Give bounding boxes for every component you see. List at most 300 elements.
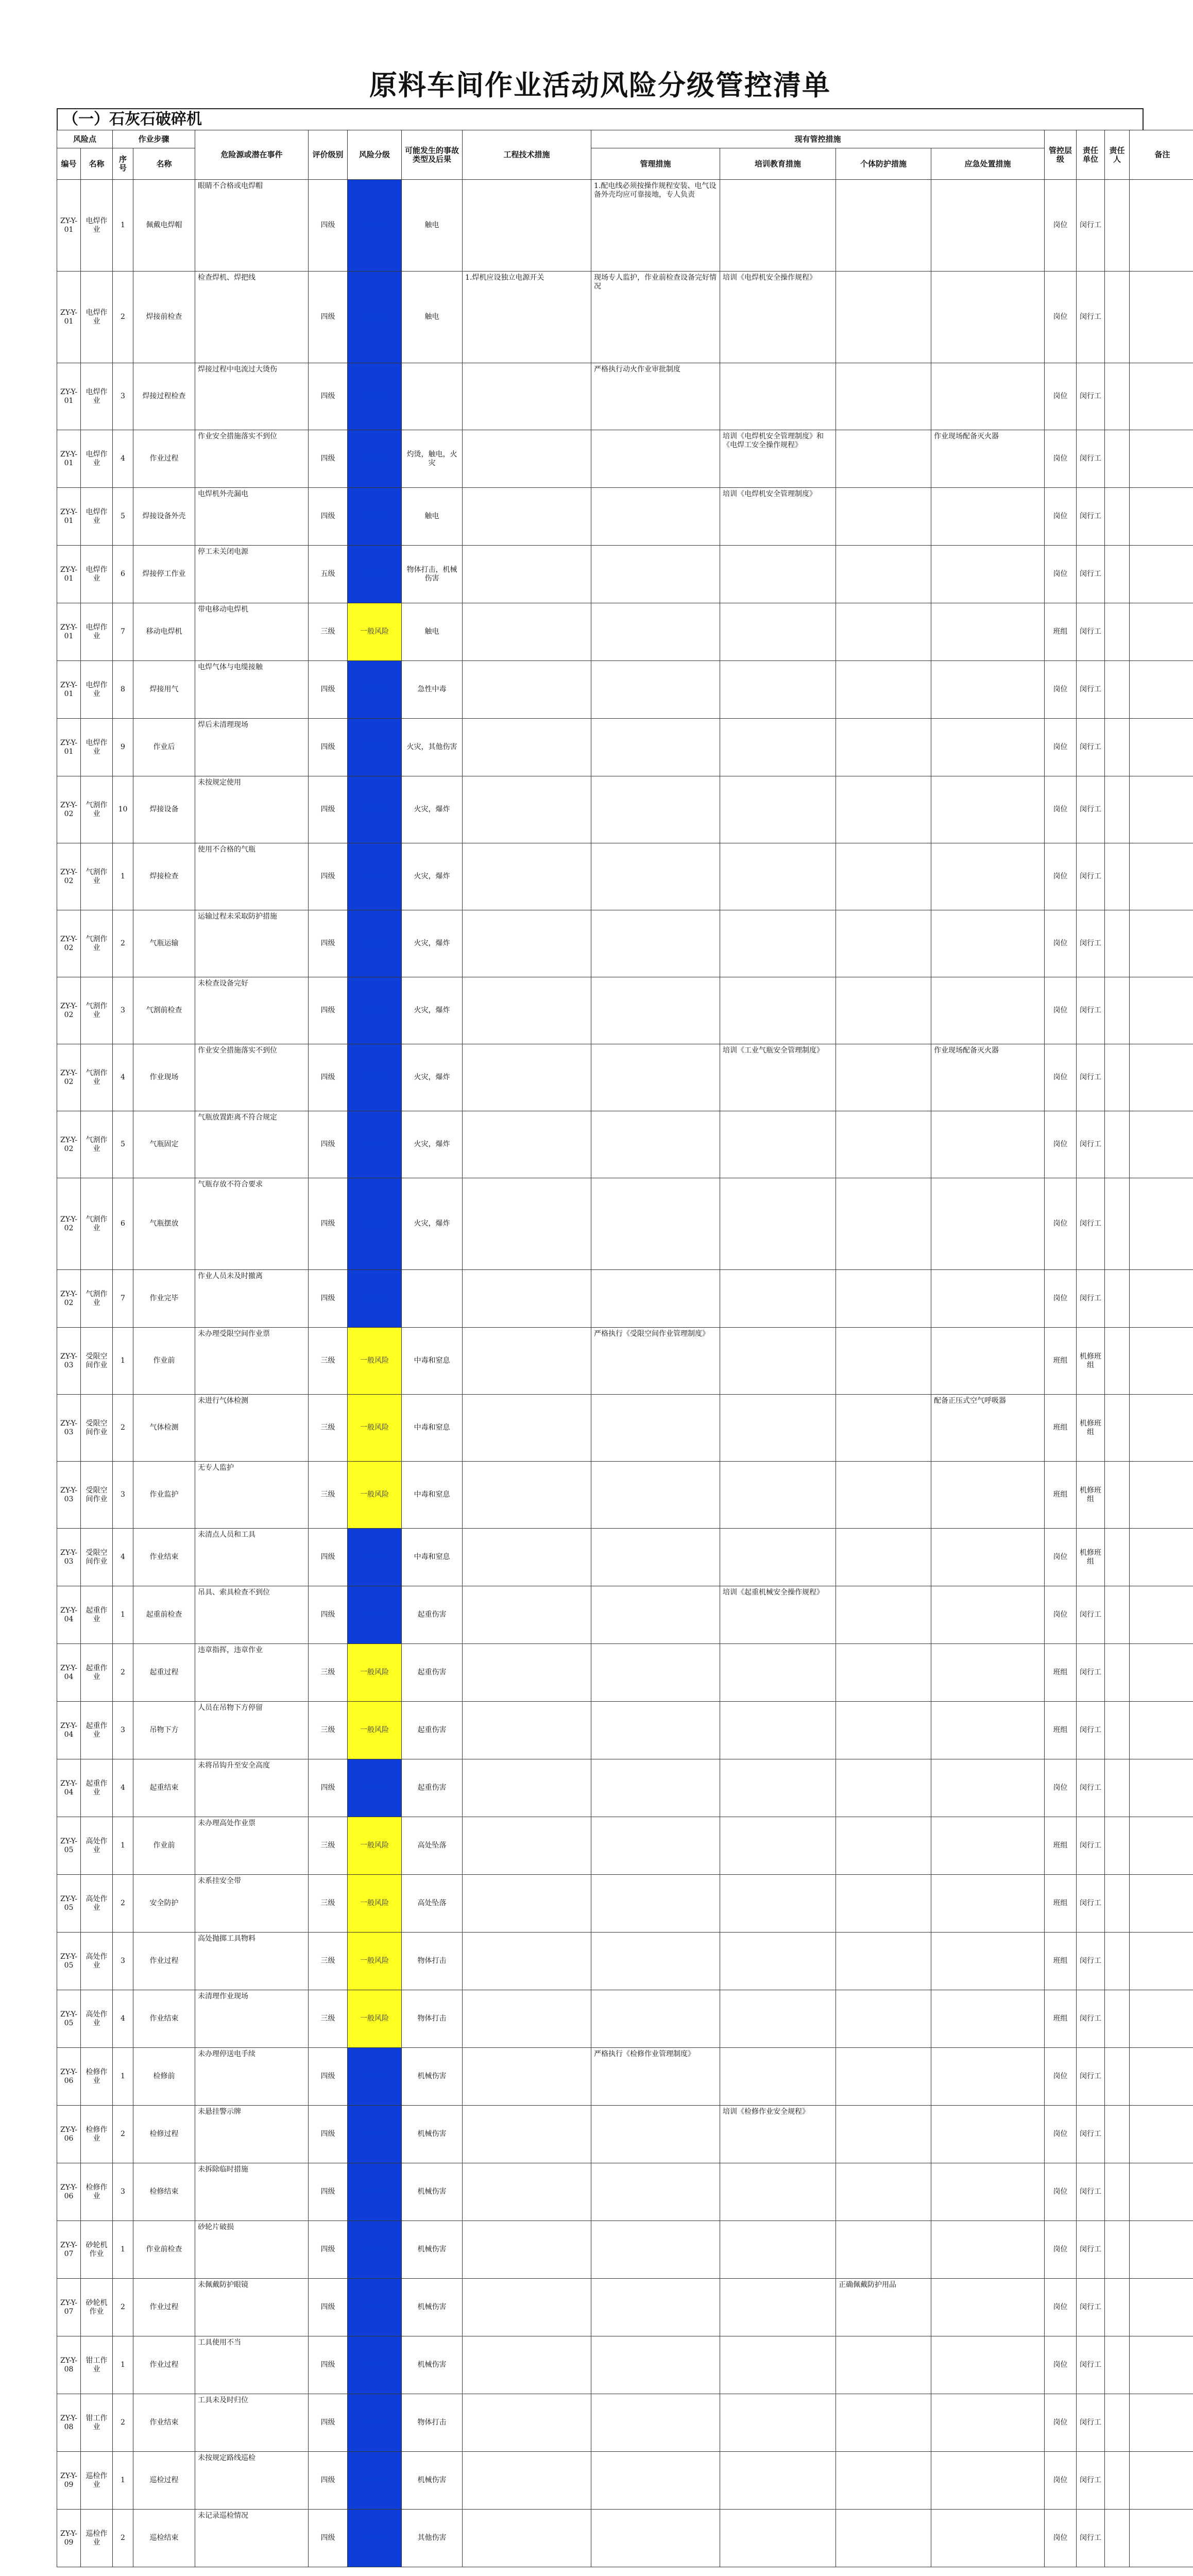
accident-type: 物体打击，机械伤害: [402, 546, 463, 603]
step-seq: 4: [113, 1044, 133, 1111]
accident-type: 灼烫，触电，火灾: [402, 430, 463, 488]
accident-type: 触电: [402, 272, 463, 363]
step-seq: 1: [113, 1817, 133, 1875]
remark: [1130, 2279, 1193, 2336]
ppe-measure: [836, 2221, 931, 2279]
responsible-person: [1105, 430, 1130, 488]
training-measure: [720, 1270, 836, 1328]
step-seq: 4: [113, 1990, 133, 2048]
remark: [1130, 363, 1193, 430]
responsible-unit: 闵行工: [1077, 2452, 1105, 2510]
step-seq: 3: [113, 977, 133, 1044]
table-row: [57, 776, 1193, 843]
responsible-person: [1105, 977, 1130, 1044]
accident-type: 起重伤害: [402, 1586, 463, 1644]
step-seq: 7: [113, 1270, 133, 1328]
table-row: [57, 843, 1193, 910]
training-measure: [720, 1178, 836, 1270]
emergency-measure: [931, 2394, 1045, 2452]
eval-level: 三级: [309, 603, 348, 661]
responsible-unit: 闵行工: [1077, 2510, 1105, 2567]
management-measure: [591, 1875, 720, 1933]
accident-type: 中毒和窒息: [402, 1328, 463, 1395]
responsible-unit: 闵行工: [1077, 603, 1105, 661]
remark: [1130, 1044, 1193, 1111]
eval-level: 三级: [309, 1328, 348, 1395]
control-level: 岗位: [1045, 910, 1077, 977]
table-row: [57, 603, 1193, 661]
risk-point-name: 气割作业: [81, 1178, 113, 1270]
table-row: [57, 2106, 1193, 2163]
eval-level: 四级: [309, 2336, 348, 2394]
remark: [1130, 2106, 1193, 2163]
remark: [1130, 180, 1193, 272]
step-seq: 6: [113, 1178, 133, 1270]
hazard-text: 未记录巡检情况: [195, 2510, 309, 2567]
risk-level-badge: 低风险: [348, 363, 402, 430]
management-measure: [591, 1702, 720, 1759]
responsible-unit: 闵行工: [1077, 1817, 1105, 1875]
step-seq: 1: [113, 180, 133, 272]
emergency-measure: [931, 2048, 1045, 2106]
step-name: 气割前检查: [133, 977, 195, 1044]
emergency-measure: [931, 1702, 1045, 1759]
training-measure: [720, 2048, 836, 2106]
management-measure: [591, 1111, 720, 1178]
risk-point-name: 气割作业: [81, 1111, 113, 1178]
header-emergency: 应急处置措施: [931, 148, 1045, 180]
eval-level: 三级: [309, 1817, 348, 1875]
control-level: 班组: [1045, 603, 1077, 661]
risk-level-badge: 低风险: [348, 719, 402, 776]
step-name: 巡检结束: [133, 2510, 195, 2567]
eval-level: 三级: [309, 1990, 348, 2048]
risk-level-badge: 一般风险: [348, 1462, 402, 1529]
control-level: 岗位: [1045, 2279, 1077, 2336]
hazard-text: 焊接过程中电流过大烫伤: [195, 363, 309, 430]
management-measure: [591, 1644, 720, 1702]
risk-point-name: 钳工作业: [81, 2336, 113, 2394]
remark: [1130, 1178, 1193, 1270]
risk-point-name: 电焊作业: [81, 719, 113, 776]
engineering-measure: [463, 977, 591, 1044]
hazard-text: 气瓶存放不符合要求: [195, 1178, 309, 1270]
ppe-measure: [836, 488, 931, 546]
accident-type: 机械伤害: [402, 2106, 463, 2163]
eval-level: 三级: [309, 1462, 348, 1529]
remark: [1130, 2452, 1193, 2510]
engineering-measure: [463, 1644, 591, 1702]
table-row: [57, 719, 1193, 776]
responsible-unit: 闵行工: [1077, 2048, 1105, 2106]
responsible-unit: 闵行工: [1077, 843, 1105, 910]
training-measure: [720, 719, 836, 776]
control-level: 岗位: [1045, 1529, 1077, 1586]
accident-type: 高处坠落: [402, 1817, 463, 1875]
risk-point-no: ZY-Y-08: [57, 2336, 81, 2394]
header-engineering: 工程技术措施: [463, 130, 591, 180]
training-measure: 培训《工业气瓶安全管理制度》: [720, 1044, 836, 1111]
risk-point-no: ZY-Y-07: [57, 2221, 81, 2279]
emergency-measure: [931, 1644, 1045, 1702]
header-management: 管理措施: [591, 148, 720, 180]
remark: [1130, 1270, 1193, 1328]
risk-point-name: 起重作业: [81, 1759, 113, 1817]
control-level: 班组: [1045, 1933, 1077, 1990]
risk-point-no: ZY-Y-02: [57, 1044, 81, 1111]
step-seq: 5: [113, 488, 133, 546]
risk-point-no: ZY-Y-06: [57, 2163, 81, 2221]
header-measures: 现有管控措施: [591, 130, 1045, 148]
emergency-measure: [931, 272, 1045, 363]
eval-level: 四级: [309, 272, 348, 363]
step-name: 作业结束: [133, 1529, 195, 1586]
control-level: 岗位: [1045, 363, 1077, 430]
risk-point-no: ZY-Y-04: [57, 1644, 81, 1702]
risk-point-no: ZY-Y-08: [57, 2394, 81, 2452]
remark: [1130, 1990, 1193, 2048]
engineering-measure: [463, 2163, 591, 2221]
risk-control-sheet: [57, 62, 1170, 2567]
engineering-measure: [463, 910, 591, 977]
risk-rows: [57, 180, 1193, 2567]
step-name: 焊接检查: [133, 843, 195, 910]
remark: [1130, 1644, 1193, 1702]
risk-point-no: ZY-Y-02: [57, 776, 81, 843]
emergency-measure: [931, 2163, 1045, 2221]
remark: [1130, 843, 1193, 910]
responsible-unit: 闵行工: [1077, 272, 1105, 363]
emergency-measure: [931, 1529, 1045, 1586]
risk-level-badge: 低风险: [348, 1044, 402, 1111]
control-level: 班组: [1045, 1875, 1077, 1933]
emergency-measure: [931, 546, 1045, 603]
control-level: 班组: [1045, 1702, 1077, 1759]
ppe-measure: [836, 1328, 931, 1395]
table-row: [57, 977, 1193, 1044]
hazard-text: 无专人监护: [195, 1462, 309, 1529]
responsible-person: [1105, 910, 1130, 977]
step-seq: 5: [113, 1111, 133, 1178]
ppe-measure: [836, 1875, 931, 1933]
document-title: 原料车间作业活动风险分级管控清单: [369, 69, 831, 101]
accident-type: 火灾，爆炸: [402, 977, 463, 1044]
emergency-measure: [931, 776, 1045, 843]
step-name: 移动电焊机: [133, 603, 195, 661]
table-row: [57, 2452, 1193, 2510]
control-level: 岗位: [1045, 661, 1077, 719]
step-name: 佩戴电焊帽: [133, 180, 195, 272]
risk-point-no: ZY-Y-04: [57, 1702, 81, 1759]
step-seq: 2: [113, 2510, 133, 2567]
risk-level-badge: 一般风险: [348, 1702, 402, 1759]
step-seq: 2: [113, 2279, 133, 2336]
engineering-measure: [463, 1395, 591, 1462]
risk-level-badge: 低风险: [348, 430, 402, 488]
risk-point-no: ZY-Y-01: [57, 661, 81, 719]
ppe-measure: [836, 1933, 931, 1990]
risk-level-badge: 低风险: [348, 2163, 402, 2221]
risk-level-badge: 低风险: [348, 1586, 402, 1644]
accident-type: 触电: [402, 603, 463, 661]
responsible-person: [1105, 1933, 1130, 1990]
responsible-person: [1105, 180, 1130, 272]
accident-type: 其他伤害: [402, 2510, 463, 2567]
engineering-measure: [463, 1933, 591, 1990]
hazard-text: 未办理高处作业票: [195, 1817, 309, 1875]
engineering-measure: [463, 603, 591, 661]
step-seq: 2: [113, 910, 133, 977]
engineering-measure: [463, 488, 591, 546]
hazard-text: 未按规定使用: [195, 776, 309, 843]
table-row: [57, 1270, 1193, 1328]
eval-level: 三级: [309, 1933, 348, 1990]
risk-point-no: ZY-Y-05: [57, 1817, 81, 1875]
risk-point-name: 电焊作业: [81, 272, 113, 363]
training-measure: [720, 1759, 836, 1817]
responsible-unit: 机修班组: [1077, 1462, 1105, 1529]
engineering-measure: [463, 363, 591, 430]
responsible-person: [1105, 719, 1130, 776]
table-row: [57, 661, 1193, 719]
hazard-text: 检查焊机、焊把线: [195, 272, 309, 363]
management-measure: 严格执行动火作业审批制度: [591, 363, 720, 430]
risk-point-no: ZY-Y-09: [57, 2452, 81, 2510]
engineering-measure: [463, 2106, 591, 2163]
table-row: [57, 2163, 1193, 2221]
ppe-measure: [836, 180, 931, 272]
training-measure: [720, 2163, 836, 2221]
table-row: [57, 272, 1193, 363]
accident-type: 高处坠落: [402, 1875, 463, 1933]
accident-type: 中毒和窒息: [402, 1529, 463, 1586]
ppe-measure: [836, 1529, 931, 1586]
engineering-measure: [463, 180, 591, 272]
header-step-name: 名称: [133, 148, 195, 180]
hazard-text: 未清理作业现场: [195, 1990, 309, 2048]
table-row: [57, 2279, 1193, 2336]
risk-point-no: ZY-Y-09: [57, 2510, 81, 2567]
risk-point-name: 受限空间作业: [81, 1328, 113, 1395]
responsible-person: [1105, 1270, 1130, 1328]
risk-point-name: 砂轮机作业: [81, 2221, 113, 2279]
engineering-measure: [463, 2394, 591, 2452]
remark: [1130, 2221, 1193, 2279]
hazard-text: 吊具、索具检查不到位: [195, 1586, 309, 1644]
risk-level-badge: 低风险: [348, 488, 402, 546]
hazard-text: 使用不合格的气瓶: [195, 843, 309, 910]
step-seq: 10: [113, 776, 133, 843]
table-row: [57, 180, 1193, 272]
training-measure: [720, 603, 836, 661]
risk-level-badge: 低风险: [348, 776, 402, 843]
header-control-level: 管控层级: [1045, 130, 1077, 180]
responsible-unit: 机修班组: [1077, 1529, 1105, 1586]
step-name: 作业完毕: [133, 1270, 195, 1328]
responsible-person: [1105, 2452, 1130, 2510]
eval-level: 四级: [309, 1529, 348, 1586]
engineering-measure: [463, 776, 591, 843]
responsible-person: [1105, 1462, 1130, 1529]
risk-point-no: ZY-Y-04: [57, 1586, 81, 1644]
risk-level-badge: 低风险: [348, 1111, 402, 1178]
responsible-unit: 闵行工: [1077, 1644, 1105, 1702]
risk-level-badge: 低风险: [348, 546, 402, 603]
risk-level-badge: 一般风险: [348, 1395, 402, 1462]
management-measure: 严格执行《检修作业管理制度》: [591, 2048, 720, 2106]
control-level: 岗位: [1045, 843, 1077, 910]
responsible-person: [1105, 2510, 1130, 2567]
responsible-unit: 闵行工: [1077, 1111, 1105, 1178]
step-seq: 1: [113, 1328, 133, 1395]
eval-level: 四级: [309, 2221, 348, 2279]
risk-point-name: 巡检作业: [81, 2510, 113, 2567]
hazard-text: 停工未关闭电源: [195, 546, 309, 603]
responsible-unit: 闵行工: [1077, 1044, 1105, 1111]
responsible-person: [1105, 661, 1130, 719]
step-name: 作业过程: [133, 2279, 195, 2336]
management-measure: [591, 1990, 720, 2048]
remark: [1130, 1702, 1193, 1759]
remark: [1130, 1817, 1193, 1875]
ppe-measure: [836, 1044, 931, 1111]
risk-point-no: ZY-Y-01: [57, 272, 81, 363]
management-measure: [591, 2279, 720, 2336]
engineering-measure: [463, 661, 591, 719]
eval-level: 四级: [309, 180, 348, 272]
training-measure: [720, 180, 836, 272]
remark: [1130, 910, 1193, 977]
management-measure: [591, 2221, 720, 2279]
header-ppe: 个体防护措施: [836, 148, 931, 180]
step-name: 安全防护: [133, 1875, 195, 1933]
table-row: [57, 2336, 1193, 2394]
section-title: （一）石灰石破碎机: [57, 108, 1144, 130]
management-measure: [591, 1178, 720, 1270]
emergency-measure: [931, 661, 1045, 719]
header-training: 培训教育措施: [720, 148, 836, 180]
responsible-unit: 闵行工: [1077, 430, 1105, 488]
responsible-person: [1105, 2221, 1130, 2279]
hazard-text: 气瓶放置距离不符合规定: [195, 1111, 309, 1178]
responsible-unit: 闵行工: [1077, 488, 1105, 546]
control-level: 岗位: [1045, 180, 1077, 272]
management-measure: 1.配电线必须按操作规程安装、电气设备外壳均应可靠接地，专人负责: [591, 180, 720, 272]
table-row: [57, 1933, 1193, 1990]
step-name: 作业现场: [133, 1044, 195, 1111]
risk-point-no: ZY-Y-01: [57, 180, 81, 272]
risk-level-badge: 低风险: [348, 1178, 402, 1270]
management-measure: [591, 546, 720, 603]
control-level: 班组: [1045, 1462, 1077, 1529]
responsible-unit: 闵行工: [1077, 1702, 1105, 1759]
risk-level-badge: 低风险: [348, 2336, 402, 2394]
responsible-person: [1105, 603, 1130, 661]
control-level: 岗位: [1045, 719, 1077, 776]
risk-point-name: 巡检作业: [81, 2452, 113, 2510]
risk-level-badge: 低风险: [348, 2510, 402, 2567]
engineering-measure: [463, 1529, 591, 1586]
risk-level-badge: 一般风险: [348, 1933, 402, 1990]
responsible-person: [1105, 1044, 1130, 1111]
risk-point-name: 受限空间作业: [81, 1462, 113, 1529]
training-measure: [720, 1990, 836, 2048]
ppe-measure: [836, 1586, 931, 1644]
table-row: [57, 1817, 1193, 1875]
engineering-measure: [463, 2336, 591, 2394]
eval-level: 四级: [309, 430, 348, 488]
training-measure: 培训《电焊机安全管理制度》: [720, 488, 836, 546]
training-measure: [720, 1529, 836, 1586]
accident-type: 物体打击: [402, 1990, 463, 2048]
header-hazard: 危险源或潜在事件: [195, 130, 309, 180]
hazard-text: 工具未及时归位: [195, 2394, 309, 2452]
risk-level-badge: 低风险: [348, 1270, 402, 1328]
ppe-measure: [836, 363, 931, 430]
hazard-text: 未拆除临时措施: [195, 2163, 309, 2221]
control-level: 岗位: [1045, 2394, 1077, 2452]
hazard-text: 违章指挥，违章作业: [195, 1644, 309, 1702]
emergency-measure: [931, 1328, 1045, 1395]
accident-type: 起重伤害: [402, 1644, 463, 1702]
remark: [1130, 2336, 1193, 2394]
table-row: [57, 1529, 1193, 1586]
eval-level: 四级: [309, 1586, 348, 1644]
emergency-measure: [931, 2221, 1045, 2279]
eval-level: 四级: [309, 1759, 348, 1817]
management-measure: [591, 1044, 720, 1111]
emergency-measure: 作业现场配备灭火器: [931, 1044, 1045, 1111]
eval-level: 四级: [309, 719, 348, 776]
emergency-measure: [931, 977, 1045, 1044]
risk-point-no: ZY-Y-03: [57, 1462, 81, 1529]
remark: [1130, 661, 1193, 719]
remark: [1130, 430, 1193, 488]
ppe-measure: [836, 546, 931, 603]
ppe-measure: [836, 1178, 931, 1270]
accident-type: 机械伤害: [402, 2221, 463, 2279]
risk-level-badge: 一般风险: [348, 1990, 402, 2048]
eval-level: 四级: [309, 2279, 348, 2336]
step-seq: 2: [113, 1644, 133, 1702]
risk-point-name: 电焊作业: [81, 661, 113, 719]
engineering-measure: [463, 1702, 591, 1759]
responsible-unit: 机修班组: [1077, 1395, 1105, 1462]
risk-point-no: ZY-Y-02: [57, 1178, 81, 1270]
remark: [1130, 546, 1193, 603]
eval-level: 四级: [309, 2510, 348, 2567]
table-row: [57, 1759, 1193, 1817]
table-row: [57, 1178, 1193, 1270]
responsible-unit: 闵行工: [1077, 977, 1105, 1044]
accident-type: 起重伤害: [402, 1759, 463, 1817]
hazard-text: 未悬挂警示牌: [195, 2106, 309, 2163]
management-measure: [591, 2106, 720, 2163]
accident-type: 物体打击: [402, 2394, 463, 2452]
eval-level: 四级: [309, 2452, 348, 2510]
accident-type: 机械伤害: [402, 2336, 463, 2394]
risk-point-no: ZY-Y-07: [57, 2279, 81, 2336]
eval-level: 四级: [309, 2163, 348, 2221]
emergency-measure: [931, 910, 1045, 977]
risk-point-name: 起重作业: [81, 1586, 113, 1644]
risk-point-name: 电焊作业: [81, 488, 113, 546]
risk-level-badge: 低风险: [348, 977, 402, 1044]
ppe-measure: [836, 1111, 931, 1178]
engineering-measure: [463, 1270, 591, 1328]
remark: [1130, 1875, 1193, 1933]
training-measure: [720, 363, 836, 430]
